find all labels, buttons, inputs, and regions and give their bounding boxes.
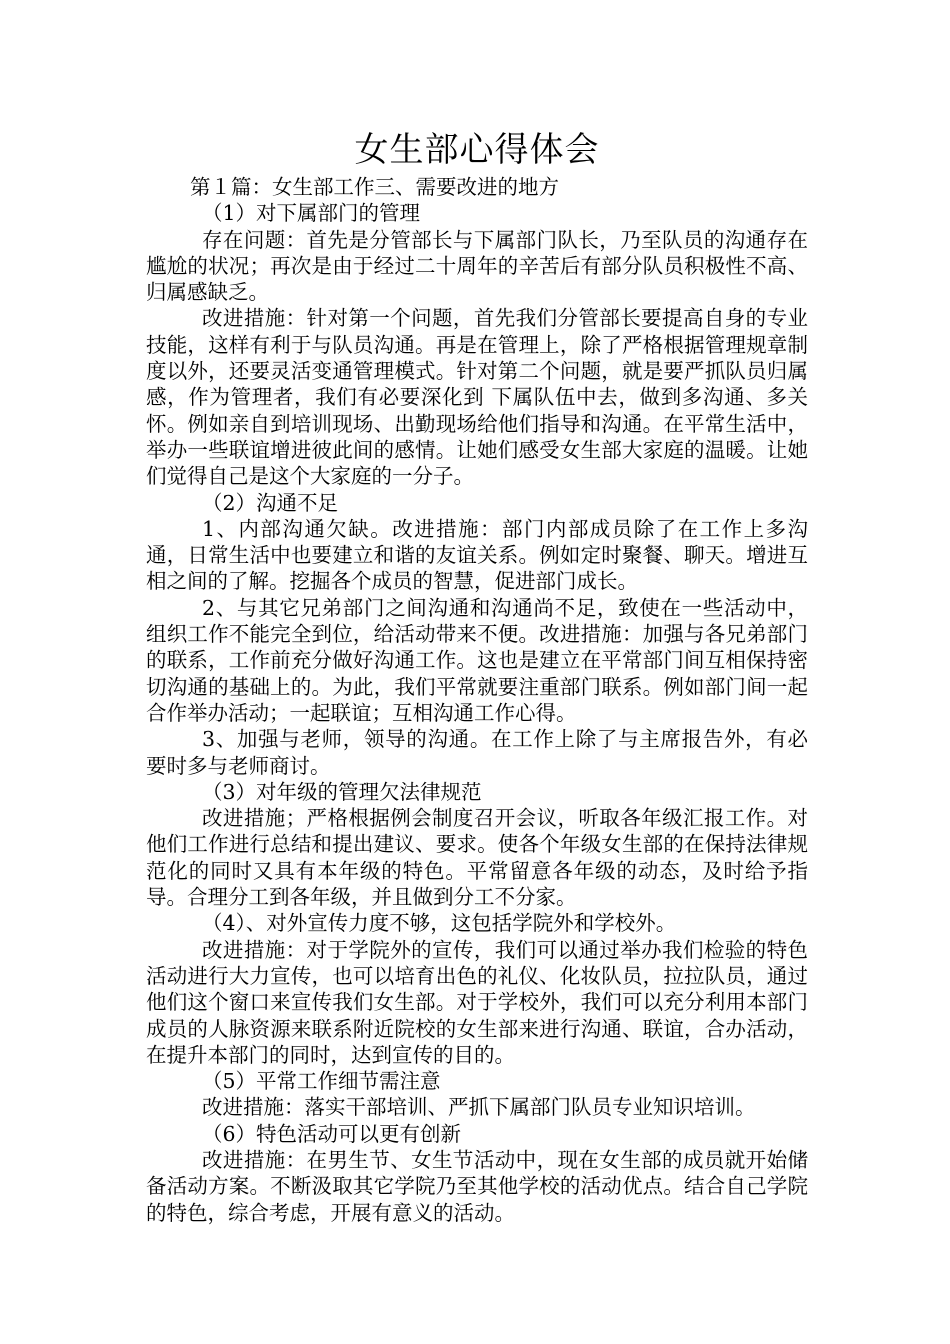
subsection-heading: （1）对下属部门的管理 xyxy=(202,201,421,226)
body-paragraph: 改进措施：对于学院外的宣传，我们可以通过举办我们检验的特色活动进行大力宣传，也可以培育出色的礼仪、化妆队员，拉拉队员，通过他们这个窗口来宣传我们女生部。对于学校外，我们可以充分利用本部门成员的人脉资源来联系附近院校的女生部来进行沟通、联谊，合办活动，在提升本部门的同时，达到宣传的目的。 xyxy=(146,937,808,1067)
body-paragraph: 存在问题：首先是分管部长与下属部门队长，乃至队员的沟通存在尴尬的状况；再次是由于经过二十周年的辛苦后有部分队员积极性不高、归属感缺乏。 xyxy=(146,227,808,305)
subsection-heading: （2）沟通不足 xyxy=(202,490,339,515)
section-heading: 第１篇：女生部工作三、需要改进的地方 xyxy=(190,175,559,199)
subsection-heading: （5）平常工作细节需注意 xyxy=(202,1069,441,1094)
body-paragraph: 3、加强与老师，领导的沟通。在工作上除了与主席报告外，有必要时多与老师商讨。 xyxy=(146,727,808,778)
subsection-heading: （4）、对外宣传力度不够，这包括学院外和学校外。 xyxy=(202,911,677,936)
body-paragraph: 改进措施：在男生节、女生节活动中，现在女生部的成员就开始储备活动方案。不断汲取其它学院乃至其他学校的活动优点。结合自己学院的特色，综合考虑，开展有意义的活动。 xyxy=(146,1147,808,1225)
document-title: 女生部心得体会 xyxy=(354,130,600,170)
body-paragraph: 2、与其它兄弟部门之间沟通和沟通尚不足，致使在一些活动中，组织工作不能完全到位，给活动带来不便。改进措施：加强与各兄弟部门的联系，工作前充分做好沟通工作。这也是建立在平常部门间互相保持密切沟通的基础上的。为此，我们平常就要注重部门联系。例如部门间一起合作举办活动；一起联谊；互相沟通工作心得。 xyxy=(146,595,808,725)
subsection-heading: （3）对年级的管理欠法律规范 xyxy=(202,779,482,804)
body-paragraph: 1、内部沟通欠缺。改进措施：部门内部成员除了在工作上多沟通，日常生活中也要建立和谐的友谊关系。例如定时聚餐、聊天。增进互相之间的了解。挖掘各个成员的智慧，促进部门成长。 xyxy=(146,516,808,594)
subsection-heading: （6）特色活动可以更有创新 xyxy=(202,1121,462,1146)
body-paragraph: 改进措施；严格根据例会制度召开会议，听取各年级汇报工作。对他们工作进行总结和提出建议、要求。使各个年级女生部的在保持法律规范化的同时又具有本年级的特色。平常留意各年级的动态，及时给予指导。合理分工到各年级，并且做到分工不分家。 xyxy=(146,806,808,910)
body-paragraph: 改进措施：针对第一个问题，首先我们分管部长要提高自身的专业技能，这样有利于与队员沟通。再是在管理上，除了严格根据管理规章制度以外，还要灵活变通管理模式。针对第二个问题，就是要严抓队员归属感，作为管理者，我们有必要深化到 下属队伍中去，做到多沟通、多关怀。例如亲自到培训现场、出勤现场给他们指导和沟通。在平常生活中，举办一些联谊增进彼此间的感情。让她们感受女生部大家庭的温暖。让她们觉得自己是这个大家庭的一分子。 xyxy=(146,306,808,489)
document-page xyxy=(146,128,808,1226)
body-paragraph: 改进措施：落实干部培训、严抓下属部门队员专业知识培训。 xyxy=(202,1095,756,1120)
